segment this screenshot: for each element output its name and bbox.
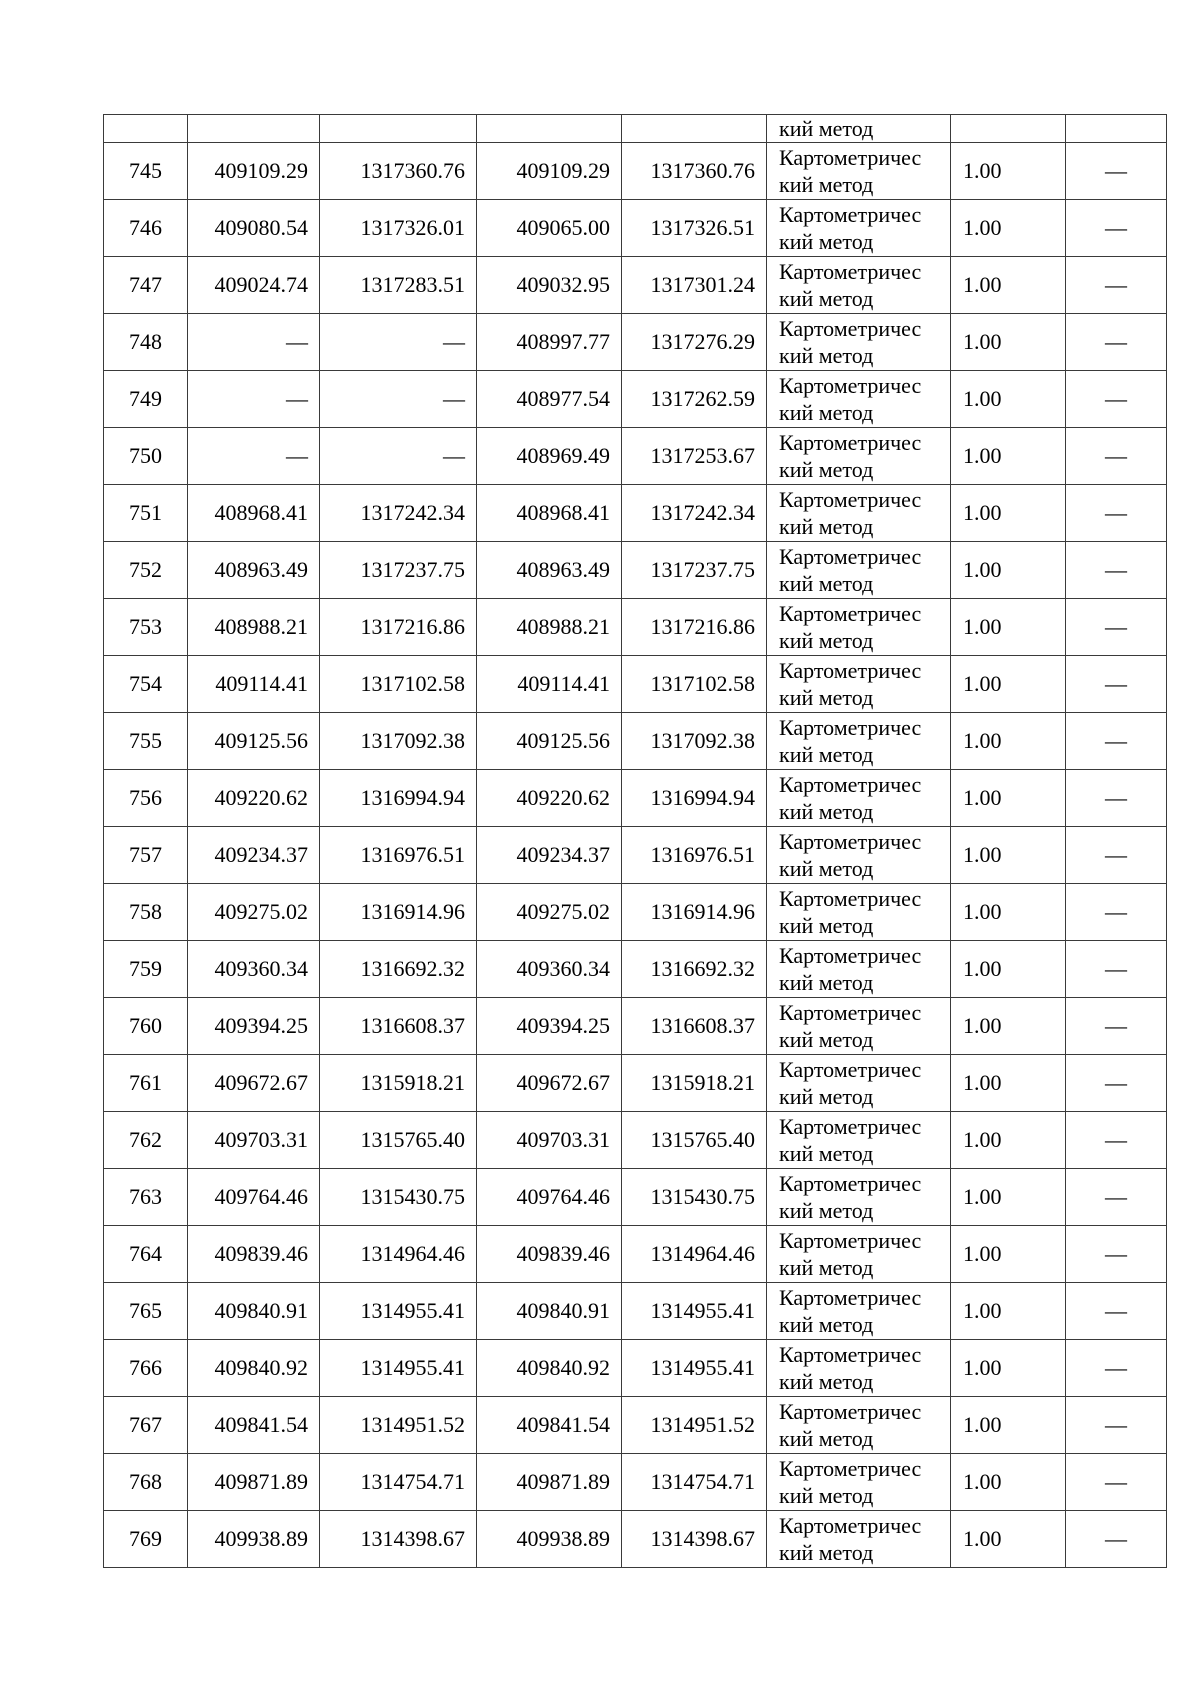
cell-x-existing: 409114.41 <box>188 656 320 713</box>
cell-note: — <box>1066 884 1167 941</box>
cell-y-existing: 1315430.75 <box>320 1169 477 1226</box>
cell-x-new: 409672.67 <box>477 1055 622 1112</box>
table-body <box>104 115 1167 1568</box>
table-row <box>104 1226 1167 1283</box>
cell-x-existing: 409703.31 <box>188 1112 320 1169</box>
coordinates-table <box>103 114 1167 1568</box>
cell-x-existing: 408988.21 <box>188 599 320 656</box>
method-text-line1: Картометричес <box>779 1456 922 1481</box>
method-text-line1: Картометричес <box>779 829 922 854</box>
cell-x-existing: 409394.25 <box>188 998 320 1055</box>
cell-accuracy: 1.00 <box>951 827 1066 884</box>
cell-x-existing: — <box>188 428 320 485</box>
method-text-line1: Картометричес <box>779 1285 922 1310</box>
cell-x-existing: 409839.46 <box>188 1226 320 1283</box>
cell-method-continued <box>767 115 951 143</box>
cell-point-number: 745 <box>104 143 188 200</box>
cell-x-existing: — <box>188 314 320 371</box>
cell-x-existing: 409234.37 <box>188 827 320 884</box>
method-text-line1: Картометричес <box>779 943 922 968</box>
cell-note: — <box>1066 1454 1167 1511</box>
cell-accuracy: 1.00 <box>951 1169 1066 1226</box>
cell-y-new: 1317216.86 <box>622 599 767 656</box>
cell-point-number: 759 <box>104 941 188 998</box>
cell-y-new: 1316608.37 <box>622 998 767 1055</box>
cell-x-existing: 409840.91 <box>188 1283 320 1340</box>
cell-x-new: 409840.92 <box>477 1340 622 1397</box>
method-text-line2: кий метод <box>779 172 874 197</box>
cell-accuracy: 1.00 <box>951 1055 1066 1112</box>
cell-y-new: 1317262.59 <box>622 371 767 428</box>
cell-x-new: 409114.41 <box>477 656 622 713</box>
cell-note: — <box>1066 1226 1167 1283</box>
cell-y-existing: 1314754.71 <box>320 1454 477 1511</box>
table-row <box>104 143 1167 200</box>
cell-x-new: 409839.46 <box>477 1226 622 1283</box>
cell-x-new: 408969.49 <box>477 428 622 485</box>
table-row <box>104 257 1167 314</box>
cell-accuracy: 1.00 <box>951 884 1066 941</box>
method-text-line2: кий метод <box>779 742 874 767</box>
cell-empty <box>320 115 477 143</box>
cell-x-new: 409109.29 <box>477 143 622 200</box>
cell-x-existing: 409220.62 <box>188 770 320 827</box>
cell-point-number: 765 <box>104 1283 188 1340</box>
cell-method <box>767 371 951 428</box>
cell-point-number: 756 <box>104 770 188 827</box>
cell-method <box>767 1454 951 1511</box>
cell-y-new: 1315918.21 <box>622 1055 767 1112</box>
table-row <box>104 1169 1167 1226</box>
method-text-line1: Картометричес <box>779 715 922 740</box>
cell-accuracy: 1.00 <box>951 371 1066 428</box>
cell-y-new: 1314398.67 <box>622 1511 767 1568</box>
method-text-line1: Картометричес <box>779 430 922 455</box>
method-text-line1: Картометричес <box>779 373 922 398</box>
cell-y-existing: — <box>320 428 477 485</box>
method-text-line2: кий метод <box>779 286 874 311</box>
cell-x-new: 409938.89 <box>477 1511 622 1568</box>
cell-note: — <box>1066 1511 1167 1568</box>
table-row <box>104 656 1167 713</box>
method-text-line2: кий метод <box>779 1027 874 1052</box>
cell-point-number: 761 <box>104 1055 188 1112</box>
cell-x-existing: 409840.92 <box>188 1340 320 1397</box>
cell-y-existing: 1316608.37 <box>320 998 477 1055</box>
cell-point-number: 746 <box>104 200 188 257</box>
table-row <box>104 770 1167 827</box>
method-text-line1: Картометричес <box>779 259 922 284</box>
method-text-line1: Картометричес <box>779 202 922 227</box>
table-row <box>104 485 1167 542</box>
cell-accuracy: 1.00 <box>951 1454 1066 1511</box>
cell-x-existing: 408968.41 <box>188 485 320 542</box>
cell-method <box>767 599 951 656</box>
method-text-line1: Картометричес <box>779 1342 922 1367</box>
cell-accuracy: 1.00 <box>951 1397 1066 1454</box>
method-text-line2: кий метод <box>779 913 874 938</box>
cell-y-existing: 1315918.21 <box>320 1055 477 1112</box>
cell-y-existing: 1314398.67 <box>320 1511 477 1568</box>
cell-y-existing: 1316692.32 <box>320 941 477 998</box>
method-text-line2: кий метод <box>779 685 874 710</box>
cell-point-number: 750 <box>104 428 188 485</box>
table-row <box>104 827 1167 884</box>
cell-accuracy: 1.00 <box>951 1511 1066 1568</box>
cell-accuracy: 1.00 <box>951 656 1066 713</box>
cell-x-new: 408997.77 <box>477 314 622 371</box>
cell-accuracy: 1.00 <box>951 713 1066 770</box>
cell-x-existing: 409080.54 <box>188 200 320 257</box>
method-text-line2: кий метод <box>779 343 874 368</box>
cell-x-existing: 409672.67 <box>188 1055 320 1112</box>
cell-y-new: 1314955.41 <box>622 1340 767 1397</box>
cell-y-existing: 1316976.51 <box>320 827 477 884</box>
cell-note: — <box>1066 998 1167 1055</box>
cell-x-new: 408988.21 <box>477 599 622 656</box>
cell-accuracy: 1.00 <box>951 1283 1066 1340</box>
cell-note: — <box>1066 542 1167 599</box>
cell-y-new: 1314754.71 <box>622 1454 767 1511</box>
method-text-line2: кий метод <box>779 1198 874 1223</box>
cell-method <box>767 941 951 998</box>
method-text-line1: Картометричес <box>779 316 922 341</box>
method-text-line2: кий метод <box>779 1084 874 1109</box>
cell-x-new: 409032.95 <box>477 257 622 314</box>
cell-accuracy: 1.00 <box>951 770 1066 827</box>
table-row <box>104 884 1167 941</box>
cell-y-existing: 1314955.41 <box>320 1340 477 1397</box>
table-row <box>104 1397 1167 1454</box>
cell-method <box>767 1511 951 1568</box>
cell-empty <box>188 115 320 143</box>
method-text-line1: Картометричес <box>779 1057 922 1082</box>
cell-accuracy: 1.00 <box>951 257 1066 314</box>
cell-point-number: 769 <box>104 1511 188 1568</box>
cell-point-number: 747 <box>104 257 188 314</box>
cell-method <box>767 656 951 713</box>
cell-method <box>767 1397 951 1454</box>
cell-y-existing: 1316994.94 <box>320 770 477 827</box>
cell-accuracy: 1.00 <box>951 941 1066 998</box>
cell-y-existing: 1317102.58 <box>320 656 477 713</box>
cell-method <box>767 200 951 257</box>
cell-point-number: 749 <box>104 371 188 428</box>
cell-accuracy: 1.00 <box>951 485 1066 542</box>
cell-y-existing: 1317360.76 <box>320 143 477 200</box>
table-row <box>104 1283 1167 1340</box>
cell-empty <box>1066 115 1167 143</box>
cell-note: — <box>1066 1340 1167 1397</box>
cell-note: — <box>1066 143 1167 200</box>
cell-method <box>767 1226 951 1283</box>
cell-y-new: 1316692.32 <box>622 941 767 998</box>
cell-y-new: 1314964.46 <box>622 1226 767 1283</box>
cell-method <box>767 713 951 770</box>
cell-note: — <box>1066 827 1167 884</box>
table-row <box>104 599 1167 656</box>
method-text-line1: Картометричес <box>779 487 922 512</box>
cell-x-new: 408977.54 <box>477 371 622 428</box>
cell-y-existing: 1317326.01 <box>320 200 477 257</box>
cell-point-number: 760 <box>104 998 188 1055</box>
method-text-line2: кий метод <box>779 514 874 539</box>
cell-note: — <box>1066 1169 1167 1226</box>
cell-accuracy: 1.00 <box>951 314 1066 371</box>
cell-note: — <box>1066 770 1167 827</box>
cell-y-new: 1314951.52 <box>622 1397 767 1454</box>
cell-x-existing: 409871.89 <box>188 1454 320 1511</box>
method-text-line2: кий метод <box>779 1483 874 1508</box>
cell-method <box>767 1112 951 1169</box>
cell-accuracy: 1.00 <box>951 1226 1066 1283</box>
table-row-continued <box>104 115 1167 143</box>
method-text-line2: кий метод <box>779 571 874 596</box>
cell-y-existing: 1316914.96 <box>320 884 477 941</box>
cell-empty <box>104 115 188 143</box>
method-text-line2: кий метод <box>779 856 874 881</box>
cell-y-existing: 1314955.41 <box>320 1283 477 1340</box>
cell-y-new: 1317092.38 <box>622 713 767 770</box>
cell-accuracy: 1.00 <box>951 1340 1066 1397</box>
method-text-line2: кий метод <box>779 799 874 824</box>
cell-method <box>767 1055 951 1112</box>
cell-y-existing: 1314951.52 <box>320 1397 477 1454</box>
cell-y-new: 1317237.75 <box>622 542 767 599</box>
cell-y-existing: — <box>320 314 477 371</box>
cell-empty <box>951 115 1066 143</box>
cell-point-number: 764 <box>104 1226 188 1283</box>
cell-method <box>767 542 951 599</box>
cell-y-existing: 1317216.86 <box>320 599 477 656</box>
cell-point-number: 758 <box>104 884 188 941</box>
method-text-line2: кий метод <box>779 1426 874 1451</box>
method-text-line1: Картометричес <box>779 145 922 170</box>
table-row <box>104 371 1167 428</box>
table-row <box>104 1340 1167 1397</box>
cell-y-existing: 1314964.46 <box>320 1226 477 1283</box>
method-text-line1: Картометричес <box>779 1513 922 1538</box>
table-row <box>104 941 1167 998</box>
cell-note: — <box>1066 599 1167 656</box>
cell-y-new: 1316976.51 <box>622 827 767 884</box>
cell-x-existing: 408963.49 <box>188 542 320 599</box>
cell-note: — <box>1066 428 1167 485</box>
cell-x-new: 409065.00 <box>477 200 622 257</box>
cell-accuracy: 1.00 <box>951 428 1066 485</box>
method-text-line2: кий метод <box>779 628 874 653</box>
cell-x-new: 408968.41 <box>477 485 622 542</box>
method-text-line2: кий метод <box>779 1540 874 1565</box>
cell-point-number: 757 <box>104 827 188 884</box>
cell-x-existing: 409841.54 <box>188 1397 320 1454</box>
cell-x-new: 409764.46 <box>477 1169 622 1226</box>
cell-y-new: 1317242.34 <box>622 485 767 542</box>
cell-method <box>767 884 951 941</box>
cell-x-new: 409703.31 <box>477 1112 622 1169</box>
cell-note: — <box>1066 314 1167 371</box>
cell-x-new: 409360.34 <box>477 941 622 998</box>
cell-x-existing: 409938.89 <box>188 1511 320 1568</box>
cell-y-new: 1317360.76 <box>622 143 767 200</box>
cell-x-existing: 409024.74 <box>188 257 320 314</box>
cell-x-existing: 409125.56 <box>188 713 320 770</box>
cell-x-new: 408963.49 <box>477 542 622 599</box>
cell-note: — <box>1066 1283 1167 1340</box>
cell-method <box>767 998 951 1055</box>
cell-method <box>767 1340 951 1397</box>
cell-accuracy: 1.00 <box>951 599 1066 656</box>
cell-y-existing: 1317283.51 <box>320 257 477 314</box>
method-text-line2: кий метод <box>779 1255 874 1280</box>
cell-x-new: 409125.56 <box>477 713 622 770</box>
cell-x-existing: — <box>188 371 320 428</box>
table-row <box>104 998 1167 1055</box>
cell-note: — <box>1066 1397 1167 1454</box>
cell-x-new: 409220.62 <box>477 770 622 827</box>
cell-method <box>767 827 951 884</box>
table-row <box>104 428 1167 485</box>
cell-x-existing: 409360.34 <box>188 941 320 998</box>
cell-y-new: 1315765.40 <box>622 1112 767 1169</box>
method-text-line1: Картометричес <box>779 658 922 683</box>
table-row <box>104 200 1167 257</box>
cell-point-number: 748 <box>104 314 188 371</box>
method-text-line2: кий метод <box>779 1369 874 1394</box>
cell-note: — <box>1066 200 1167 257</box>
method-text-line1: Картометричес <box>779 1399 922 1424</box>
cell-point-number: 751 <box>104 485 188 542</box>
method-text-line1: Картометричес <box>779 1171 922 1196</box>
method-text-line1: Картометричес <box>779 601 922 626</box>
cell-x-new: 409234.37 <box>477 827 622 884</box>
cell-x-existing: 409764.46 <box>188 1169 320 1226</box>
cell-method <box>767 1169 951 1226</box>
cell-accuracy: 1.00 <box>951 143 1066 200</box>
cell-note: — <box>1066 371 1167 428</box>
cell-x-new: 409840.91 <box>477 1283 622 1340</box>
method-text-line1: Картометричес <box>779 1000 922 1025</box>
cell-accuracy: 1.00 <box>951 200 1066 257</box>
cell-method <box>767 1283 951 1340</box>
cell-point-number: 753 <box>104 599 188 656</box>
table-row <box>104 542 1167 599</box>
cell-y-existing: 1317242.34 <box>320 485 477 542</box>
cell-note: — <box>1066 713 1167 770</box>
cell-y-new: 1317102.58 <box>622 656 767 713</box>
cell-method <box>767 485 951 542</box>
method-text-line1: Картометричес <box>779 772 922 797</box>
table-row <box>104 1055 1167 1112</box>
cell-note: — <box>1066 485 1167 542</box>
method-text-line2: кий метод <box>779 1141 874 1166</box>
method-text-line2: кий метод <box>779 457 874 482</box>
cell-note: — <box>1066 257 1167 314</box>
cell-x-new: 409841.54 <box>477 1397 622 1454</box>
cell-point-number: 752 <box>104 542 188 599</box>
cell-y-existing: — <box>320 371 477 428</box>
cell-method <box>767 428 951 485</box>
cell-method <box>767 143 951 200</box>
cell-y-new: 1317253.67 <box>622 428 767 485</box>
cell-point-number: 763 <box>104 1169 188 1226</box>
cell-note: — <box>1066 1112 1167 1169</box>
cell-y-new: 1315430.75 <box>622 1169 767 1226</box>
cell-method <box>767 257 951 314</box>
method-text-line2: кий метод <box>779 1312 874 1337</box>
cell-x-new: 409871.89 <box>477 1454 622 1511</box>
method-text-line2: кий метод <box>779 400 874 425</box>
cell-y-existing: 1317092.38 <box>320 713 477 770</box>
cell-x-new: 409275.02 <box>477 884 622 941</box>
cell-y-new: 1314955.41 <box>622 1283 767 1340</box>
cell-x-new: 409394.25 <box>477 998 622 1055</box>
cell-x-existing: 409275.02 <box>188 884 320 941</box>
table-row <box>104 1454 1167 1511</box>
method-text-line2: кий метод <box>779 229 874 254</box>
cell-y-new: 1317301.24 <box>622 257 767 314</box>
cell-y-existing: 1317237.75 <box>320 542 477 599</box>
cell-y-new: 1316914.96 <box>622 884 767 941</box>
cell-point-number: 754 <box>104 656 188 713</box>
cell-note: — <box>1066 656 1167 713</box>
cell-point-number: 767 <box>104 1397 188 1454</box>
cell-point-number: 766 <box>104 1340 188 1397</box>
cell-y-new: 1316994.94 <box>622 770 767 827</box>
method-text-tail: кий метод <box>779 116 874 141</box>
method-text-line1: Картометричес <box>779 1228 922 1253</box>
cell-empty <box>477 115 622 143</box>
method-text-line1: Картометричес <box>779 544 922 569</box>
cell-note: — <box>1066 941 1167 998</box>
cell-y-new: 1317326.51 <box>622 200 767 257</box>
cell-accuracy: 1.00 <box>951 1112 1066 1169</box>
cell-accuracy: 1.00 <box>951 998 1066 1055</box>
method-text-line2: кий метод <box>779 970 874 995</box>
cell-y-new: 1317276.29 <box>622 314 767 371</box>
cell-x-existing: 409109.29 <box>188 143 320 200</box>
cell-method <box>767 770 951 827</box>
method-text-line1: Картометричес <box>779 1114 922 1139</box>
cell-point-number: 755 <box>104 713 188 770</box>
cell-method <box>767 314 951 371</box>
method-text-line1: Картометричес <box>779 886 922 911</box>
cell-accuracy: 1.00 <box>951 542 1066 599</box>
cell-point-number: 768 <box>104 1454 188 1511</box>
cell-empty <box>622 115 767 143</box>
table-row <box>104 314 1167 371</box>
table-row <box>104 713 1167 770</box>
cell-point-number: 762 <box>104 1112 188 1169</box>
cell-note: — <box>1066 1055 1167 1112</box>
cell-y-existing: 1315765.40 <box>320 1112 477 1169</box>
table-row <box>104 1511 1167 1568</box>
table-row <box>104 1112 1167 1169</box>
